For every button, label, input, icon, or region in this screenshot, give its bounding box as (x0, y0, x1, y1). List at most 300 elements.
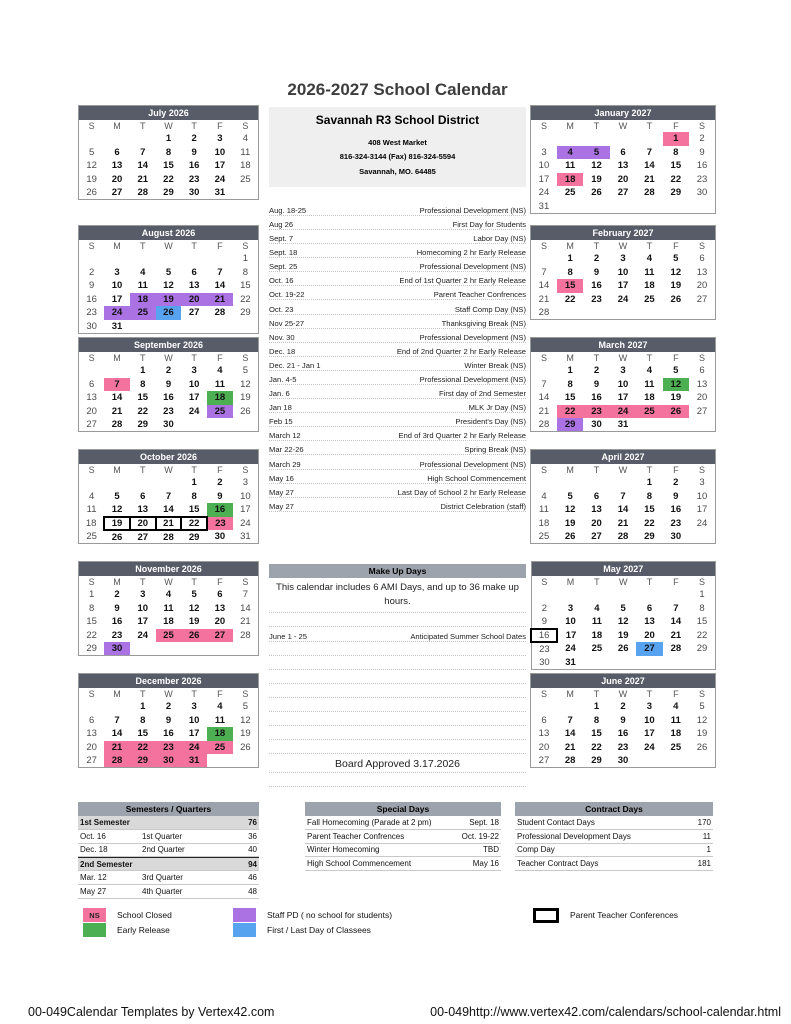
weekday-header: S (699, 465, 706, 475)
day-cell: 29 (557, 418, 583, 432)
special-day-row (305, 830, 501, 844)
day-cell: 17 (137, 616, 149, 628)
day-cell: 2 (673, 477, 679, 489)
key-dates-list (269, 202, 526, 512)
weekday-header: T (646, 121, 653, 131)
month-title: September 2026 (79, 338, 259, 353)
day-cell (663, 200, 689, 214)
day-cell: 12 (86, 160, 97, 172)
day-cell: 25 (538, 531, 550, 542)
day-cell (531, 700, 557, 714)
key-date-label: Dec. 21 - Jan 1 (269, 360, 321, 370)
day-cell: 31 (240, 531, 251, 542)
weekday-header: T (191, 241, 197, 251)
day-cell: 16 (591, 392, 602, 404)
day-cell: 4 (88, 490, 95, 502)
contract-day-row (515, 857, 713, 871)
weekday-header-row (79, 464, 259, 476)
day-cell: 3 (620, 365, 626, 377)
day-cell: 25 (240, 173, 251, 185)
day-cell: 18 (644, 280, 655, 292)
day-cell (610, 306, 636, 320)
key-date-label: Jan. 4-5 (269, 374, 297, 384)
quarter-row (78, 885, 259, 899)
key-date-desc: First day of 2nd Semester (439, 389, 526, 399)
day-cell (557, 700, 583, 714)
day-cell: 10 (214, 146, 226, 158)
month-calendar (78, 105, 259, 200)
key-date-row (269, 202, 526, 216)
legend-label: School Closed (117, 910, 172, 921)
day-cell: 5 (620, 602, 626, 614)
week-row (79, 159, 259, 173)
month-block (530, 673, 716, 785)
day-cell: 15 (644, 504, 655, 516)
day-cell: 22 (130, 741, 156, 755)
day-cell (181, 418, 207, 432)
day-cell: 9 (165, 714, 172, 726)
weekday-header: F (217, 121, 223, 131)
day-cell: 6 (88, 378, 95, 390)
week-row (79, 754, 259, 768)
legend-swatch-firstlast (233, 923, 256, 937)
quarter-row (78, 830, 259, 844)
day-cell: 22 (696, 629, 708, 641)
weekday-header-row (531, 240, 716, 252)
day-cell (233, 754, 259, 768)
weekday-header: M (566, 353, 574, 363)
day-cell: 8 (699, 602, 705, 614)
day-cell: 23 (617, 741, 629, 753)
month-calendar (530, 225, 716, 320)
day-cell: 16 (188, 160, 200, 172)
district-name: Savannah R3 School District (315, 113, 480, 127)
key-date-row (269, 286, 526, 300)
key-date-label: Mar 22-26 (269, 445, 304, 455)
semesters-header: Semesters / Quarters (78, 802, 259, 816)
week-row (531, 293, 716, 307)
week-row (79, 714, 259, 728)
key-date-row (269, 230, 526, 244)
week-row (531, 186, 716, 200)
day-cell: 21 (538, 405, 550, 417)
day-cell: 1 (242, 253, 248, 265)
day-cell: 25 (670, 741, 682, 753)
day-cell: 18 (557, 173, 583, 187)
day-cell: 16 (696, 160, 708, 172)
day-cell: 28 (137, 187, 149, 198)
legend-item (83, 908, 172, 923)
day-cell: 9 (593, 266, 600, 278)
day-cell: 31 (565, 656, 576, 668)
day-cell: 15 (696, 616, 708, 628)
weekday-header: S (242, 577, 249, 587)
week-row (79, 252, 259, 266)
week-row (531, 378, 716, 392)
day-cell: 11 (163, 602, 174, 614)
contract-day-row (515, 830, 713, 844)
day-cell: 21 (617, 517, 629, 529)
day-cell: 14 (644, 160, 655, 172)
day-cell: 24 (696, 517, 708, 529)
footer-url-link[interactable]: 00-049http://www.vertex42.com/calendars/school-calendar.html (430, 1005, 781, 1019)
day-cell: 23 (696, 173, 708, 185)
day-cell: 26 (240, 741, 251, 753)
day-cell (104, 252, 130, 266)
day-cell: 19 (670, 392, 682, 404)
day-cell: 26 (86, 187, 97, 198)
week-row (531, 266, 716, 280)
day-cell: 1 (567, 365, 573, 377)
district-address: 408 West Market (368, 138, 427, 147)
day-cell: 23 (670, 517, 682, 529)
weekday-header: M (566, 577, 575, 587)
month-block (530, 337, 716, 449)
quarter-row (78, 844, 259, 858)
weekday-header: W (618, 465, 628, 475)
month-block (78, 561, 259, 673)
day-cell: 11 (214, 714, 225, 726)
day-cell: 31 (111, 320, 123, 332)
weekday-header: S (540, 465, 547, 475)
week-row (79, 642, 259, 656)
day-cell: 10 (696, 490, 708, 502)
day-cell: 17 (188, 728, 200, 740)
key-date-desc: Professional Development (NS) (419, 459, 526, 469)
day-cell: 23 (188, 173, 200, 185)
day-cell: 10 (240, 490, 251, 502)
key-date-desc: Last Day of School 2 hr Early Release (397, 487, 526, 497)
day-cell: 24 (188, 405, 200, 417)
day-cell: 19 (564, 517, 576, 529)
day-cell: 18 (207, 727, 233, 741)
summer-school-date: June 1 - 25 (269, 631, 307, 641)
day-cell: 8 (140, 714, 146, 726)
month-title: June 2027 (531, 674, 716, 689)
day-cell: 24 (214, 173, 226, 185)
day-cell: 10 (617, 378, 629, 390)
weekday-header: S (242, 465, 249, 475)
day-cell: 16 (670, 504, 682, 516)
contract-days-rows (515, 816, 713, 871)
day-cell: 15 (86, 616, 97, 628)
key-date-desc: Homecoming 2 hr Early Release (416, 248, 526, 258)
day-cell: 9 (114, 602, 120, 614)
day-cell: 28 (104, 754, 130, 768)
day-cell: 27 (137, 531, 149, 543)
day-cell: 27 (591, 531, 602, 542)
day-cell: 30 (163, 419, 174, 430)
weekday-header: F (217, 241, 223, 251)
legend-swatch-pd (233, 908, 256, 922)
day-cell: 26 (111, 531, 123, 543)
week-row (531, 405, 716, 419)
day-cell: 2 (165, 701, 172, 713)
day-cell: 12 (111, 503, 123, 515)
legend-label: Early Release (117, 924, 170, 935)
day-cell: 31 (181, 754, 207, 768)
key-date-desc: Winter Break (NS) (464, 360, 526, 370)
day-cell: 19 (591, 173, 602, 185)
special-day-row (305, 844, 501, 858)
day-cell: 9 (699, 146, 705, 158)
weekday-header: W (618, 353, 628, 363)
weekday-header: T (191, 577, 197, 587)
week-row (531, 656, 716, 670)
day-cell (663, 418, 689, 432)
day-cell: 29 (696, 643, 708, 655)
key-date-label: Sept. 25 (269, 262, 298, 272)
key-date-desc: High School Commencement (427, 473, 526, 483)
quarter-label: 4th Quarter (142, 886, 183, 896)
day-cell: 6 (699, 253, 705, 265)
day-cell: 13 (214, 602, 226, 614)
week-row (531, 418, 716, 432)
day-cell: 10 (188, 378, 200, 390)
day-cell: 5 (191, 589, 197, 601)
semester-label: 2nd Semester (80, 859, 133, 869)
day-cell: 2 (620, 701, 626, 713)
month-calendar (530, 561, 716, 670)
day-cell: 26 (663, 405, 689, 419)
day-cell (233, 186, 259, 200)
day-cell: 30 (104, 642, 130, 656)
weekday-header: S (88, 353, 95, 363)
day-cell: 12 (564, 504, 576, 516)
weekday-header: T (593, 689, 600, 699)
day-cell: 21 (207, 293, 233, 307)
weekday-header: M (566, 689, 574, 699)
day-cell (130, 132, 156, 146)
weekday-header: F (673, 241, 679, 251)
day-cell (583, 132, 609, 146)
day-cell: 8 (593, 714, 600, 726)
week-row (79, 741, 259, 755)
weekday-header: M (113, 465, 121, 475)
day-cell (636, 754, 662, 768)
weekday-header: S (699, 121, 706, 131)
day-cell: 11 (539, 504, 549, 516)
legend-swatch-ptc (533, 908, 559, 923)
day-cell: 4 (217, 365, 223, 377)
weekday-header: T (593, 353, 600, 363)
day-cell: 27 (636, 642, 662, 656)
day-cell (156, 252, 182, 266)
footer-credit: 00-049Calendar Templates by Vertex42.com (28, 1005, 275, 1019)
day-cell: 30 (617, 755, 629, 766)
day-cell: 8 (567, 266, 573, 278)
month-title: July 2026 (79, 106, 259, 121)
week-row (79, 306, 259, 320)
weekday-header: S (699, 689, 706, 699)
day-cell: 8 (165, 146, 172, 158)
day-cell: 3 (191, 701, 197, 713)
blank-line (269, 642, 526, 656)
day-cell: 3 (217, 133, 223, 145)
key-date-label: May 27 (269, 487, 294, 497)
day-cell (233, 642, 259, 656)
day-cell: 9 (88, 280, 95, 292)
day-cell: 6 (620, 146, 626, 158)
day-cell: 17 (111, 293, 123, 305)
weekday-header: W (618, 577, 628, 587)
day-cell (636, 132, 662, 146)
day-cell (689, 656, 715, 670)
day-cell (610, 200, 636, 214)
legend-item (233, 923, 392, 938)
day-cell: 8 (242, 266, 248, 278)
contract-day-row (515, 844, 713, 858)
day-cell: 3 (646, 701, 653, 713)
day-cell: 25 (86, 531, 97, 542)
day-cell: 13 (617, 160, 629, 172)
day-cell (181, 320, 207, 334)
week-row (79, 530, 259, 544)
day-cell: 29 (670, 187, 682, 199)
weekday-header: T (191, 465, 197, 475)
day-cell: 28 (214, 307, 226, 319)
day-cell: 8 (88, 602, 95, 614)
day-cell (689, 418, 715, 432)
weekday-header: S (88, 241, 95, 251)
week-row (79, 476, 259, 490)
blank-line (269, 613, 526, 627)
week-row (531, 159, 716, 173)
day-cell: 20 (86, 405, 97, 417)
day-cell: 22 (564, 293, 576, 305)
key-date-label: Nov 25-27 (269, 318, 305, 328)
day-cell (557, 588, 583, 602)
day-cell: 30 (696, 187, 708, 199)
blank-line (269, 740, 526, 754)
day-cell: 9 (217, 490, 223, 502)
day-cell (531, 132, 557, 146)
key-date-row (269, 413, 526, 427)
special-day-row-value: Sept. 18 (469, 817, 499, 827)
day-cell (79, 132, 105, 146)
day-cell (531, 252, 557, 266)
day-cell: 3 (140, 589, 146, 601)
day-cell (79, 252, 105, 266)
day-cell (663, 754, 689, 768)
day-cell: 28 (538, 307, 550, 318)
month-calendar (530, 337, 716, 432)
day-cell: 9 (593, 378, 600, 390)
day-cell: 13 (111, 160, 123, 172)
quarter-days: 40 (248, 845, 257, 855)
weekday-header: W (164, 577, 173, 587)
day-cell: 9 (165, 378, 172, 390)
day-cell: 1 (663, 132, 689, 146)
day-cell: 7 (567, 714, 573, 726)
week-row (79, 378, 259, 392)
weekday-header: S (242, 353, 249, 363)
quarter-label: 2nd Quarter (142, 845, 185, 855)
legend-label: Parent Teacher Conferences (570, 910, 679, 921)
key-date-desc: MLK Jr Day (NS) (468, 403, 526, 413)
day-cell: 13 (86, 728, 97, 740)
special-day-row (305, 816, 501, 830)
month-block (530, 105, 716, 225)
day-cell: 30 (86, 320, 97, 332)
key-date-row (269, 399, 526, 413)
day-cell: 15 (670, 160, 682, 172)
day-cell (104, 476, 130, 490)
week-row (79, 629, 259, 643)
district-city: Savannah, MO. 64485 (359, 166, 436, 176)
day-cell: 24 (610, 405, 636, 419)
special-days-header: Special Days (305, 802, 501, 816)
key-date-label: May 27 (269, 501, 294, 511)
day-cell: 10 (188, 714, 200, 726)
weekday-header-row (79, 576, 259, 588)
weekday-header: T (646, 353, 653, 363)
weekday-header: S (540, 689, 547, 699)
weekday-header: F (217, 465, 223, 475)
day-cell: 2 (593, 365, 600, 377)
day-cell (207, 754, 233, 768)
day-cell: 25 (207, 405, 233, 419)
key-date-desc: Professional Development (NS) (419, 205, 526, 215)
quarter-date: Dec. 18 (80, 845, 108, 855)
day-cell: 5 (242, 365, 248, 377)
key-date-row (269, 329, 526, 343)
contract-day-row-label: Teacher Contract Days (517, 859, 599, 869)
weekday-header: T (140, 241, 146, 251)
day-cell: 19 (104, 517, 130, 531)
day-cell: 17 (214, 160, 226, 172)
day-cell (610, 588, 636, 602)
weekday-header: M (113, 121, 121, 131)
day-cell: 28 (670, 643, 682, 655)
day-cell: 20 (130, 517, 156, 531)
day-cell: 7 (673, 602, 679, 614)
month-calendar (78, 337, 259, 432)
day-cell: 18 (591, 629, 603, 641)
weekday-header-row (79, 120, 259, 132)
key-date-desc: District Celebration (staff) (440, 501, 526, 511)
day-cell: 7 (140, 146, 146, 158)
day-cell (531, 476, 557, 490)
day-cell (636, 656, 662, 670)
day-cell: 23 (111, 629, 123, 641)
day-cell: 18 (130, 293, 156, 307)
weekday-header: M (566, 465, 574, 475)
day-cell: 11 (644, 266, 655, 278)
weekday-header: F (673, 353, 679, 363)
weekday-header: T (191, 121, 197, 131)
day-cell: 29 (188, 531, 200, 543)
week-row (531, 490, 716, 504)
day-cell: 15 (137, 392, 149, 404)
day-cell: 22 (670, 173, 682, 185)
day-cell: 27 (696, 405, 708, 417)
month-calendar (530, 673, 716, 768)
weekday-header-row (531, 576, 716, 588)
month-calendar (78, 225, 259, 334)
day-cell: 29 (137, 419, 149, 430)
day-cell: 5 (583, 146, 609, 160)
key-date-row (269, 441, 526, 455)
blank-line (269, 773, 526, 787)
day-cell: 30 (214, 531, 226, 542)
day-cell: 15 (591, 728, 602, 740)
key-date-desc: End of 1st Quarter 2 hr Early Release (399, 276, 526, 286)
month-title: March 2027 (531, 338, 716, 353)
weekday-header-row (531, 464, 716, 476)
special-days-table (305, 802, 501, 871)
day-cell (104, 364, 130, 378)
